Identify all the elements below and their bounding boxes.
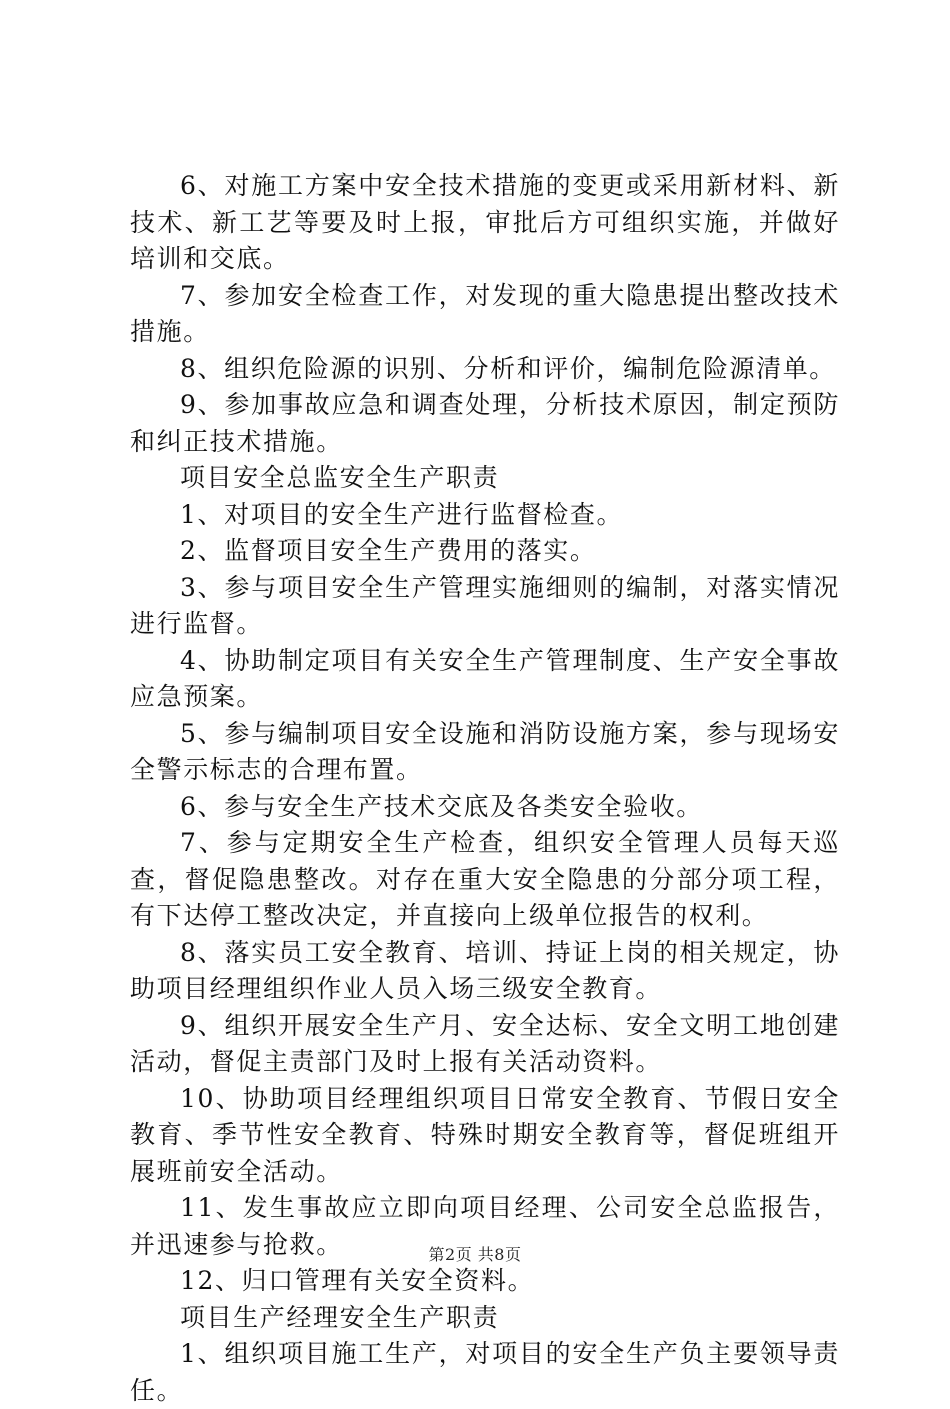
- paragraph-safety-duty-12: 12、归口管理有关安全资料。: [180, 1266, 535, 1295]
- page-footer: 第2页 共8页: [428, 1245, 522, 1264]
- paragraph-safety-duty-9: 9、组织开展安全生产月、安全达标、安全文明工地创建活动，督促主责部门及时上报有关活动资料。: [130, 1010, 840, 1076]
- paragraph-duty-8-tech: 8、组织危险源的识别、分析和评价，编制危险源清单。: [180, 353, 836, 383]
- paragraph-safety-duty-8: 8、落实员工安全教育、培训、持证上岗的相关规定，协助项目经理组织作业人员入场三级安全教育。: [130, 937, 840, 1003]
- paragraph-safety-duty-11: 11、发生事故应立即向项目经理、公司安全总监报告，并迅速参与抢救。: [130, 1193, 840, 1259]
- paragraph-duty-7-tech: 7、参加安全检查工作，对发现的重大隐患提出整改技术措施。: [130, 280, 840, 346]
- paragraph-duty-6-tech: 6、对施工方案中安全技术措施的变更或采用新材料、新技术、新工艺等要及时上报，审批后方可组织实施，并做好培训和交底。: [130, 171, 840, 273]
- section-heading-production-manager: 项目生产经理安全生产职责: [180, 1302, 500, 1332]
- paragraph-safety-duty-6: 6、参与安全生产技术交底及各类安全验收。: [180, 791, 703, 821]
- document-body: [130, 168, 840, 1409]
- paragraph-safety-duty-5: 5、参与编制项目安全设施和消防设施方案，参与现场安全警示标志的合理布置。: [130, 718, 840, 784]
- section-heading-safety-director: 项目安全总监安全生产职责: [180, 463, 500, 492]
- paragraph-safety-duty-2: 2、监督项目安全生产费用的落实。: [180, 536, 597, 565]
- paragraph-duty-9-tech: 9、参加事故应急和调查处理，分析技术原因，制定预防和纠正技术措施。: [130, 390, 840, 456]
- paragraph-safety-duty-3: 3、参与项目安全生产管理实施细则的编制，对落实情况进行监督。: [130, 572, 840, 638]
- paragraph-safety-duty-1: 1、对项目的安全生产进行监督检查。: [180, 499, 624, 529]
- paragraph-safety-duty-10: 10、协助项目经理组织项目日常安全教育、节假日安全教育、季节性安全教育、特殊时期安全教育等，督促班组开展班前安全活动。: [130, 1083, 840, 1186]
- paragraph-production-duty-1: 1、组织项目施工生产，对项目的安全生产负主要领导责任。: [130, 1339, 840, 1405]
- paragraph-safety-duty-4: 4、协助制定项目有关安全生产管理制度、生产安全事故应急预案。: [130, 645, 840, 711]
- paragraph-safety-duty-7: 7、参与定期安全生产检查，组织安全管理人员每天巡查，督促隐患整改。对存在重大安全隐患的分部分项工程，有下达停工整改决定，并直接向上级单位报告的权利。: [130, 828, 840, 930]
